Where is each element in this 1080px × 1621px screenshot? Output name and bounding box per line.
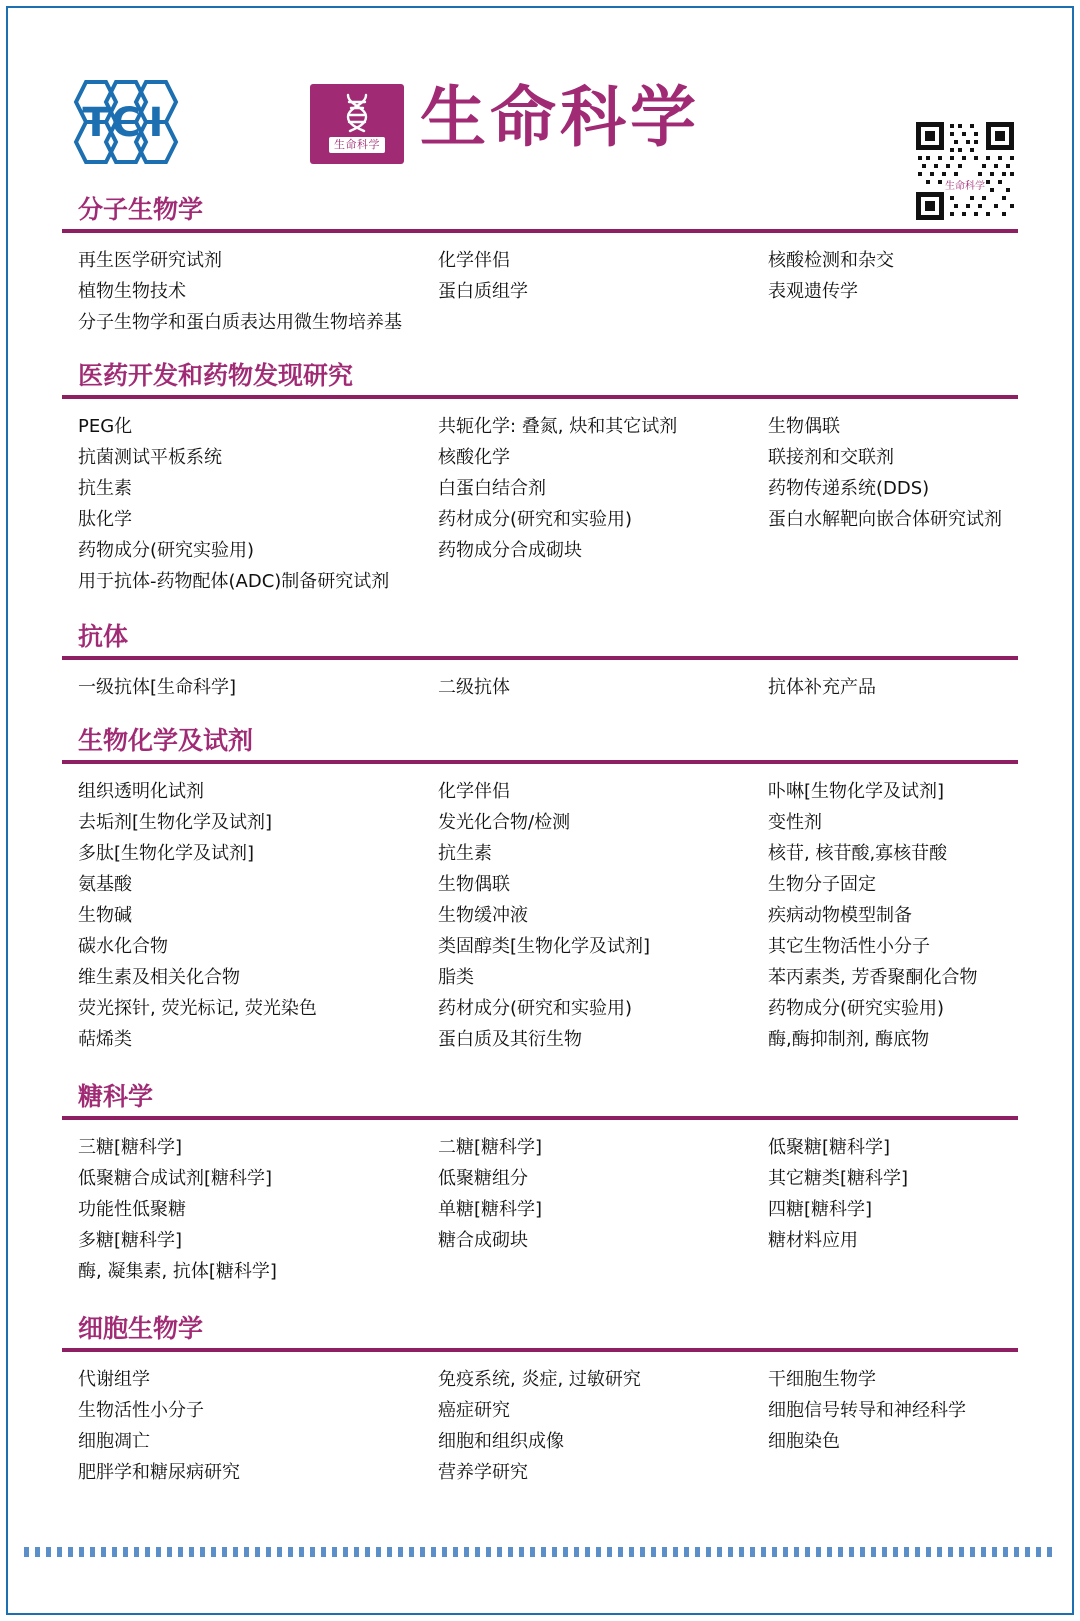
section-columns	[62, 1364, 1018, 1488]
list-item[interactable]: 维生素及相关化合物	[78, 967, 240, 988]
list-item[interactable]: 生物碱	[78, 905, 132, 926]
list-item[interactable]: 氨基酸	[78, 874, 132, 895]
svg-text:生命科学: 生命科学	[945, 181, 985, 192]
dna-icon	[335, 91, 379, 135]
list-item[interactable]: 生物分子固定	[768, 874, 876, 895]
list-item[interactable]: 抗生素	[438, 843, 492, 864]
list-item[interactable]: 肥胖学和糖尿病研究	[78, 1462, 240, 1483]
section-column	[438, 1364, 768, 1488]
section-title: 糖科学	[78, 1082, 154, 1111]
list-item[interactable]: 药物成分(研究实验用)	[768, 998, 945, 1019]
list-item[interactable]: 脂类	[438, 967, 474, 988]
svg-text:I: I	[148, 100, 164, 146]
list-item[interactable]: PEG化	[78, 416, 133, 437]
list-item[interactable]: 二糖[糖科学]	[438, 1137, 543, 1158]
list-item[interactable]: 碳水化合物	[78, 936, 168, 957]
section-title: 医药开发和药物发现研究	[78, 361, 354, 390]
list-item[interactable]: 低聚糖合成试剂[糖科学]	[78, 1168, 273, 1189]
list-item[interactable]: 生物偶联	[438, 874, 510, 895]
section-column	[768, 245, 1080, 338]
list-item[interactable]: 单糖[糖科学]	[438, 1199, 543, 1220]
section-divider	[62, 1116, 1018, 1120]
section-column	[438, 245, 768, 338]
list-item[interactable]: 抗菌测试平板系统	[78, 447, 222, 468]
section-divider	[62, 229, 1018, 233]
section-column	[78, 1364, 438, 1488]
list-item[interactable]: 四糖[糖科学]	[768, 1199, 873, 1220]
qr-code	[912, 118, 1018, 224]
section-divider	[62, 656, 1018, 660]
list-item[interactable]: 白蛋白结合剂	[438, 478, 546, 499]
list-item[interactable]: 变性剂	[768, 812, 822, 833]
list-item[interactable]: 糖合成砌块	[438, 1230, 528, 1251]
list-item[interactable]: 干细胞生物学	[768, 1369, 876, 1390]
svg-text:T: T	[82, 100, 110, 146]
section-title: 生物化学及试剂	[78, 726, 254, 755]
section-column	[768, 672, 1080, 703]
section-columns	[62, 672, 1018, 703]
section-column	[78, 776, 438, 1055]
section-column	[78, 672, 438, 703]
page-title: 生命科学	[420, 79, 700, 156]
section-columns	[62, 245, 1018, 338]
list-item[interactable]: 癌症研究	[438, 1400, 510, 1421]
list-item[interactable]: 功能性低聚糖	[78, 1199, 186, 1220]
list-item[interactable]: 其它糖类[糖科学]	[768, 1168, 909, 1189]
list-item[interactable]: 蛋白质及其衍生物	[438, 1029, 582, 1050]
section-divider	[62, 1348, 1018, 1352]
list-item[interactable]: 植物生物技术	[78, 281, 186, 302]
list-item[interactable]: 其它生物活性小分子	[768, 936, 930, 957]
svg-text:C: C	[111, 100, 141, 146]
list-item[interactable]: 药物传递系统(DDS)	[768, 478, 930, 499]
section-column	[438, 672, 768, 703]
section-column	[768, 1364, 1080, 1488]
section-title: 抗体	[78, 622, 129, 651]
list-item[interactable]: 糖材料应用	[768, 1230, 858, 1251]
list-item[interactable]: 药物成分合成砌块	[438, 540, 582, 561]
list-item[interactable]: 肽化学	[78, 509, 132, 530]
list-item[interactable]: 细胞信号转导和神经科学	[768, 1400, 966, 1421]
list-item[interactable]: 去垢剂[生物化学及试剂]	[78, 812, 273, 833]
list-item[interactable]: 类固醇类[生物化学及试剂]	[438, 936, 651, 957]
list-item[interactable]: 酶, 凝集素, 抗体[糖科学]	[78, 1261, 277, 1282]
list-item[interactable]: 生物活性小分子	[78, 1400, 204, 1421]
list-item[interactable]: 细胞染色	[768, 1431, 840, 1452]
section-biochemistry	[62, 725, 1018, 1055]
section-column	[438, 411, 768, 597]
list-item[interactable]: 疾病动物模型制备	[768, 905, 912, 926]
list-item[interactable]: 营养学研究	[438, 1462, 528, 1483]
list-item[interactable]: 核苷, 核苷酸,寡核苷酸	[768, 843, 948, 864]
section-drug-discovery	[62, 360, 1018, 597]
list-item[interactable]: 二级抗体	[438, 677, 510, 698]
life-science-badge	[310, 84, 404, 164]
section-title: 细胞生物学	[78, 1314, 204, 1343]
section-cell-biology	[62, 1313, 1018, 1488]
list-item[interactable]: 药材成分(研究和实验用)	[438, 998, 633, 1019]
section-columns	[62, 411, 1018, 597]
list-item[interactable]: 细胞凋亡	[78, 1431, 150, 1452]
list-item[interactable]: 核酸化学	[438, 447, 510, 468]
list-item[interactable]: 抗体补充产品	[768, 677, 876, 698]
list-item[interactable]: 共轭化学: 叠氮, 炔和其它试剂	[438, 416, 678, 437]
list-item[interactable]: 核酸检测和杂交	[768, 250, 894, 271]
list-item[interactable]: 酶,酶抑制剂, 酶底物	[768, 1029, 930, 1050]
section-molecular-biology	[62, 194, 1018, 338]
section-column	[78, 1132, 438, 1287]
list-item[interactable]: 荧光探针, 荧光标记, 荧光染色	[78, 998, 317, 1019]
list-item[interactable]: 分子生物学和蛋白质表达用微生物培养基	[78, 312, 402, 333]
section-divider	[62, 760, 1018, 764]
list-item[interactable]: 代谢组学	[78, 1369, 150, 1390]
section-column	[78, 411, 438, 597]
list-item[interactable]: 一级抗体[生命科学]	[78, 677, 237, 698]
list-item[interactable]: 卟啉[生物化学及试剂]	[768, 781, 945, 802]
badge-label: 生命科学	[329, 137, 385, 153]
section-antibodies	[62, 621, 1018, 703]
list-item[interactable]: 蛋白质组学	[438, 281, 528, 302]
list-item[interactable]: 化学伴侣	[438, 250, 510, 271]
list-item[interactable]: 多肽[生物化学及试剂]	[78, 843, 255, 864]
list-item[interactable]: 发光化合物/检测	[438, 812, 571, 833]
list-item[interactable]: 用于抗体-药物配体(ADC)制备研究试剂	[78, 571, 390, 592]
section-column	[768, 776, 1080, 1055]
list-item[interactable]: 苯丙素类, 芳香聚酮化合物	[768, 967, 978, 988]
page-header	[62, 56, 1018, 192]
section-columns	[62, 1132, 1018, 1287]
section-columns	[62, 776, 1018, 1055]
section-column	[438, 776, 768, 1055]
section-column	[78, 245, 438, 338]
section-divider	[62, 395, 1018, 399]
section-glycoscience	[62, 1081, 1018, 1287]
list-item[interactable]: 再生医学研究试剂	[78, 250, 222, 271]
list-item[interactable]: 联接剂和交联剂	[768, 447, 894, 468]
section-title: 分子生物学	[78, 195, 204, 224]
footer-divider	[24, 1547, 1056, 1557]
list-item[interactable]: 萜烯类	[78, 1029, 132, 1050]
list-item[interactable]: 低聚糖组分	[438, 1168, 528, 1189]
list-item[interactable]: 药物成分(研究实验用)	[78, 540, 255, 561]
list-item[interactable]: 生物偶联	[768, 416, 840, 437]
section-column	[438, 1132, 768, 1287]
list-item[interactable]: 三糖[糖科学]	[78, 1137, 183, 1158]
list-item[interactable]: 生物缓冲液	[438, 905, 528, 926]
list-item[interactable]: 细胞和组织成像	[438, 1431, 564, 1452]
list-item[interactable]: 低聚糖[糖科学]	[768, 1137, 891, 1158]
list-item[interactable]: 多糖[糖科学]	[78, 1230, 183, 1251]
tci-logo	[62, 78, 190, 174]
list-item[interactable]: 组织透明化试剂	[78, 781, 204, 802]
list-item[interactable]: 表观遗传学	[768, 281, 858, 302]
list-item[interactable]: 化学伴侣	[438, 781, 510, 802]
list-item[interactable]: 免疫系统, 炎症, 过敏研究	[438, 1369, 641, 1390]
list-item[interactable]: 抗生素	[78, 478, 132, 499]
list-item[interactable]: 药材成分(研究和实验用)	[438, 509, 633, 530]
list-item[interactable]: 蛋白水解靶向嵌合体研究试剂	[768, 509, 1002, 530]
section-column	[768, 411, 1080, 597]
section-column	[768, 1132, 1080, 1287]
